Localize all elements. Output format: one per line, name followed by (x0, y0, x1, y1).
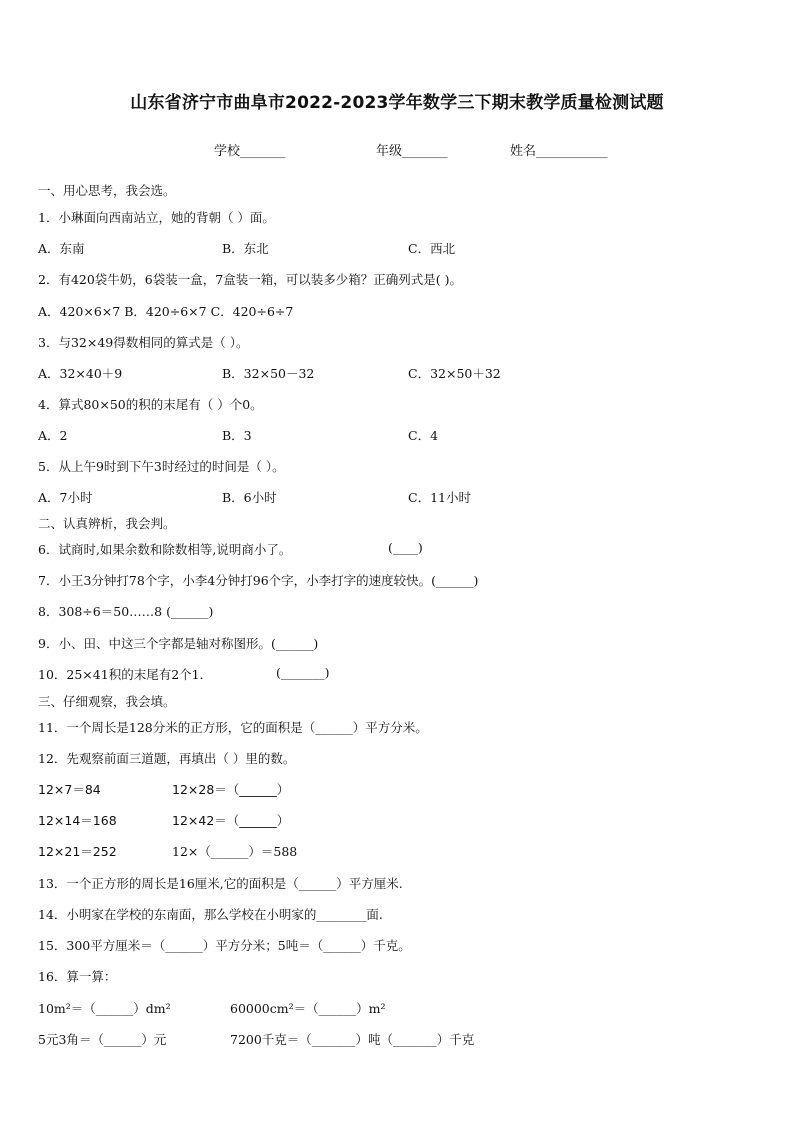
q16-row1-right: 60000cm²＝（______）m² (230, 1001, 386, 1016)
grade-field: 年级_______ (376, 144, 448, 159)
name-field: 姓名___________ (510, 144, 608, 159)
q12-row2-right: 12×42＝（______） (172, 813, 290, 828)
question-7: 7．小王3分钟打78个字，小李4分钟打96个字，小李打字的速度较快。(______) (38, 573, 479, 588)
q12-row3-right: 12×（______）＝588 (172, 844, 298, 859)
section-3-heading: 三、仔细观察，我会填。 (38, 694, 176, 709)
page-title: 山东省济宁市曲阜市2022-2023学年数学三下期末教学质量检测试题 (130, 93, 664, 113)
q1-option-a: A．东南 (38, 241, 85, 256)
q5-option-a: A．7小时 (38, 490, 93, 505)
section-1-heading: 一、用心思考，我会选。 (38, 183, 176, 198)
question-1: 1．小琳面向西南站立，她的背朝（ ）面。 (38, 210, 275, 225)
question-12: 12．先观察前面三道题，再填出（ ）里的数。 (38, 751, 296, 766)
q4-option-a: A．2 (38, 428, 68, 443)
q5-option-c: C．11小时 (408, 490, 471, 505)
question-3: 3．与32×49得数相同的算式是（ ）。 (38, 335, 249, 350)
question-15: 15．300平方厘米＝（______）平方分米；5吨＝（______）千克。 (38, 938, 411, 953)
q2-options: A．420×6×7 B．420÷6×7 C．420÷6÷7 (38, 304, 294, 319)
q12-row1-right: 12×28＝（______） (172, 782, 290, 797)
question-2: 2．有420袋牛奶，6袋装一盒，7盒装一箱，可以装多少箱？正确列式是( )。 (38, 272, 462, 287)
q4-option-b: B．3 (222, 428, 252, 443)
question-13: 13．一个正方形的周长是16厘米,它的面积是（______）平方厘米. (38, 876, 403, 891)
q16-row2-left: 5元3角＝（______）元 (38, 1032, 167, 1047)
q3-option-c: C．32×50＋32 (408, 366, 501, 381)
section-2-heading: 二、认真辨析，我会判。 (38, 516, 176, 531)
q16-row1-left: 10m²＝（______）dm² (38, 1001, 171, 1016)
q10-answer-blank: (_______) (276, 665, 330, 680)
question-14: 14．小明家在学校的东南面，那么学校在小明家的________面. (38, 907, 383, 922)
q16-row2-right: 7200千克＝（_______）吨（_______）千克 (230, 1032, 475, 1047)
q12-row2-left: 12×14＝168 (38, 813, 117, 828)
question-10: 10．25×41积的末尾有2个1． (38, 667, 213, 682)
question-8: 8．308÷6＝50……8 (______) (38, 604, 214, 619)
q1-option-c: C．西北 (408, 241, 456, 256)
question-6: 6．试商时,如果余数和除数相等,说明商小了。 (38, 542, 292, 557)
q12-row3-left: 12×21＝252 (38, 844, 117, 859)
question-4: 4．算式80×50的积的末尾有（ ）个0。 (38, 397, 263, 412)
q4-option-c: C．4 (408, 428, 439, 443)
q3-option-a: A．32×40＋9 (38, 366, 123, 381)
q3-option-b: B．32×50－32 (222, 366, 315, 381)
q6-answer-blank: (____) (388, 540, 423, 555)
q1-option-b: B．东北 (222, 241, 269, 256)
question-5: 5．从上午9时到下午3时经过的时间是（ ）。 (38, 459, 285, 474)
school-field: 学校_______ (214, 144, 286, 159)
question-11: 11．一个周长是128分米的正方形，它的面积是（______）平方分米。 (38, 720, 428, 735)
question-9: 9．小、田、中这三个字都是轴对称图形。(______) (38, 636, 319, 651)
q5-option-b: B．6小时 (222, 490, 277, 505)
question-16: 16．算一算： (38, 969, 117, 984)
q12-row1-left: 12×7＝84 (38, 782, 101, 797)
